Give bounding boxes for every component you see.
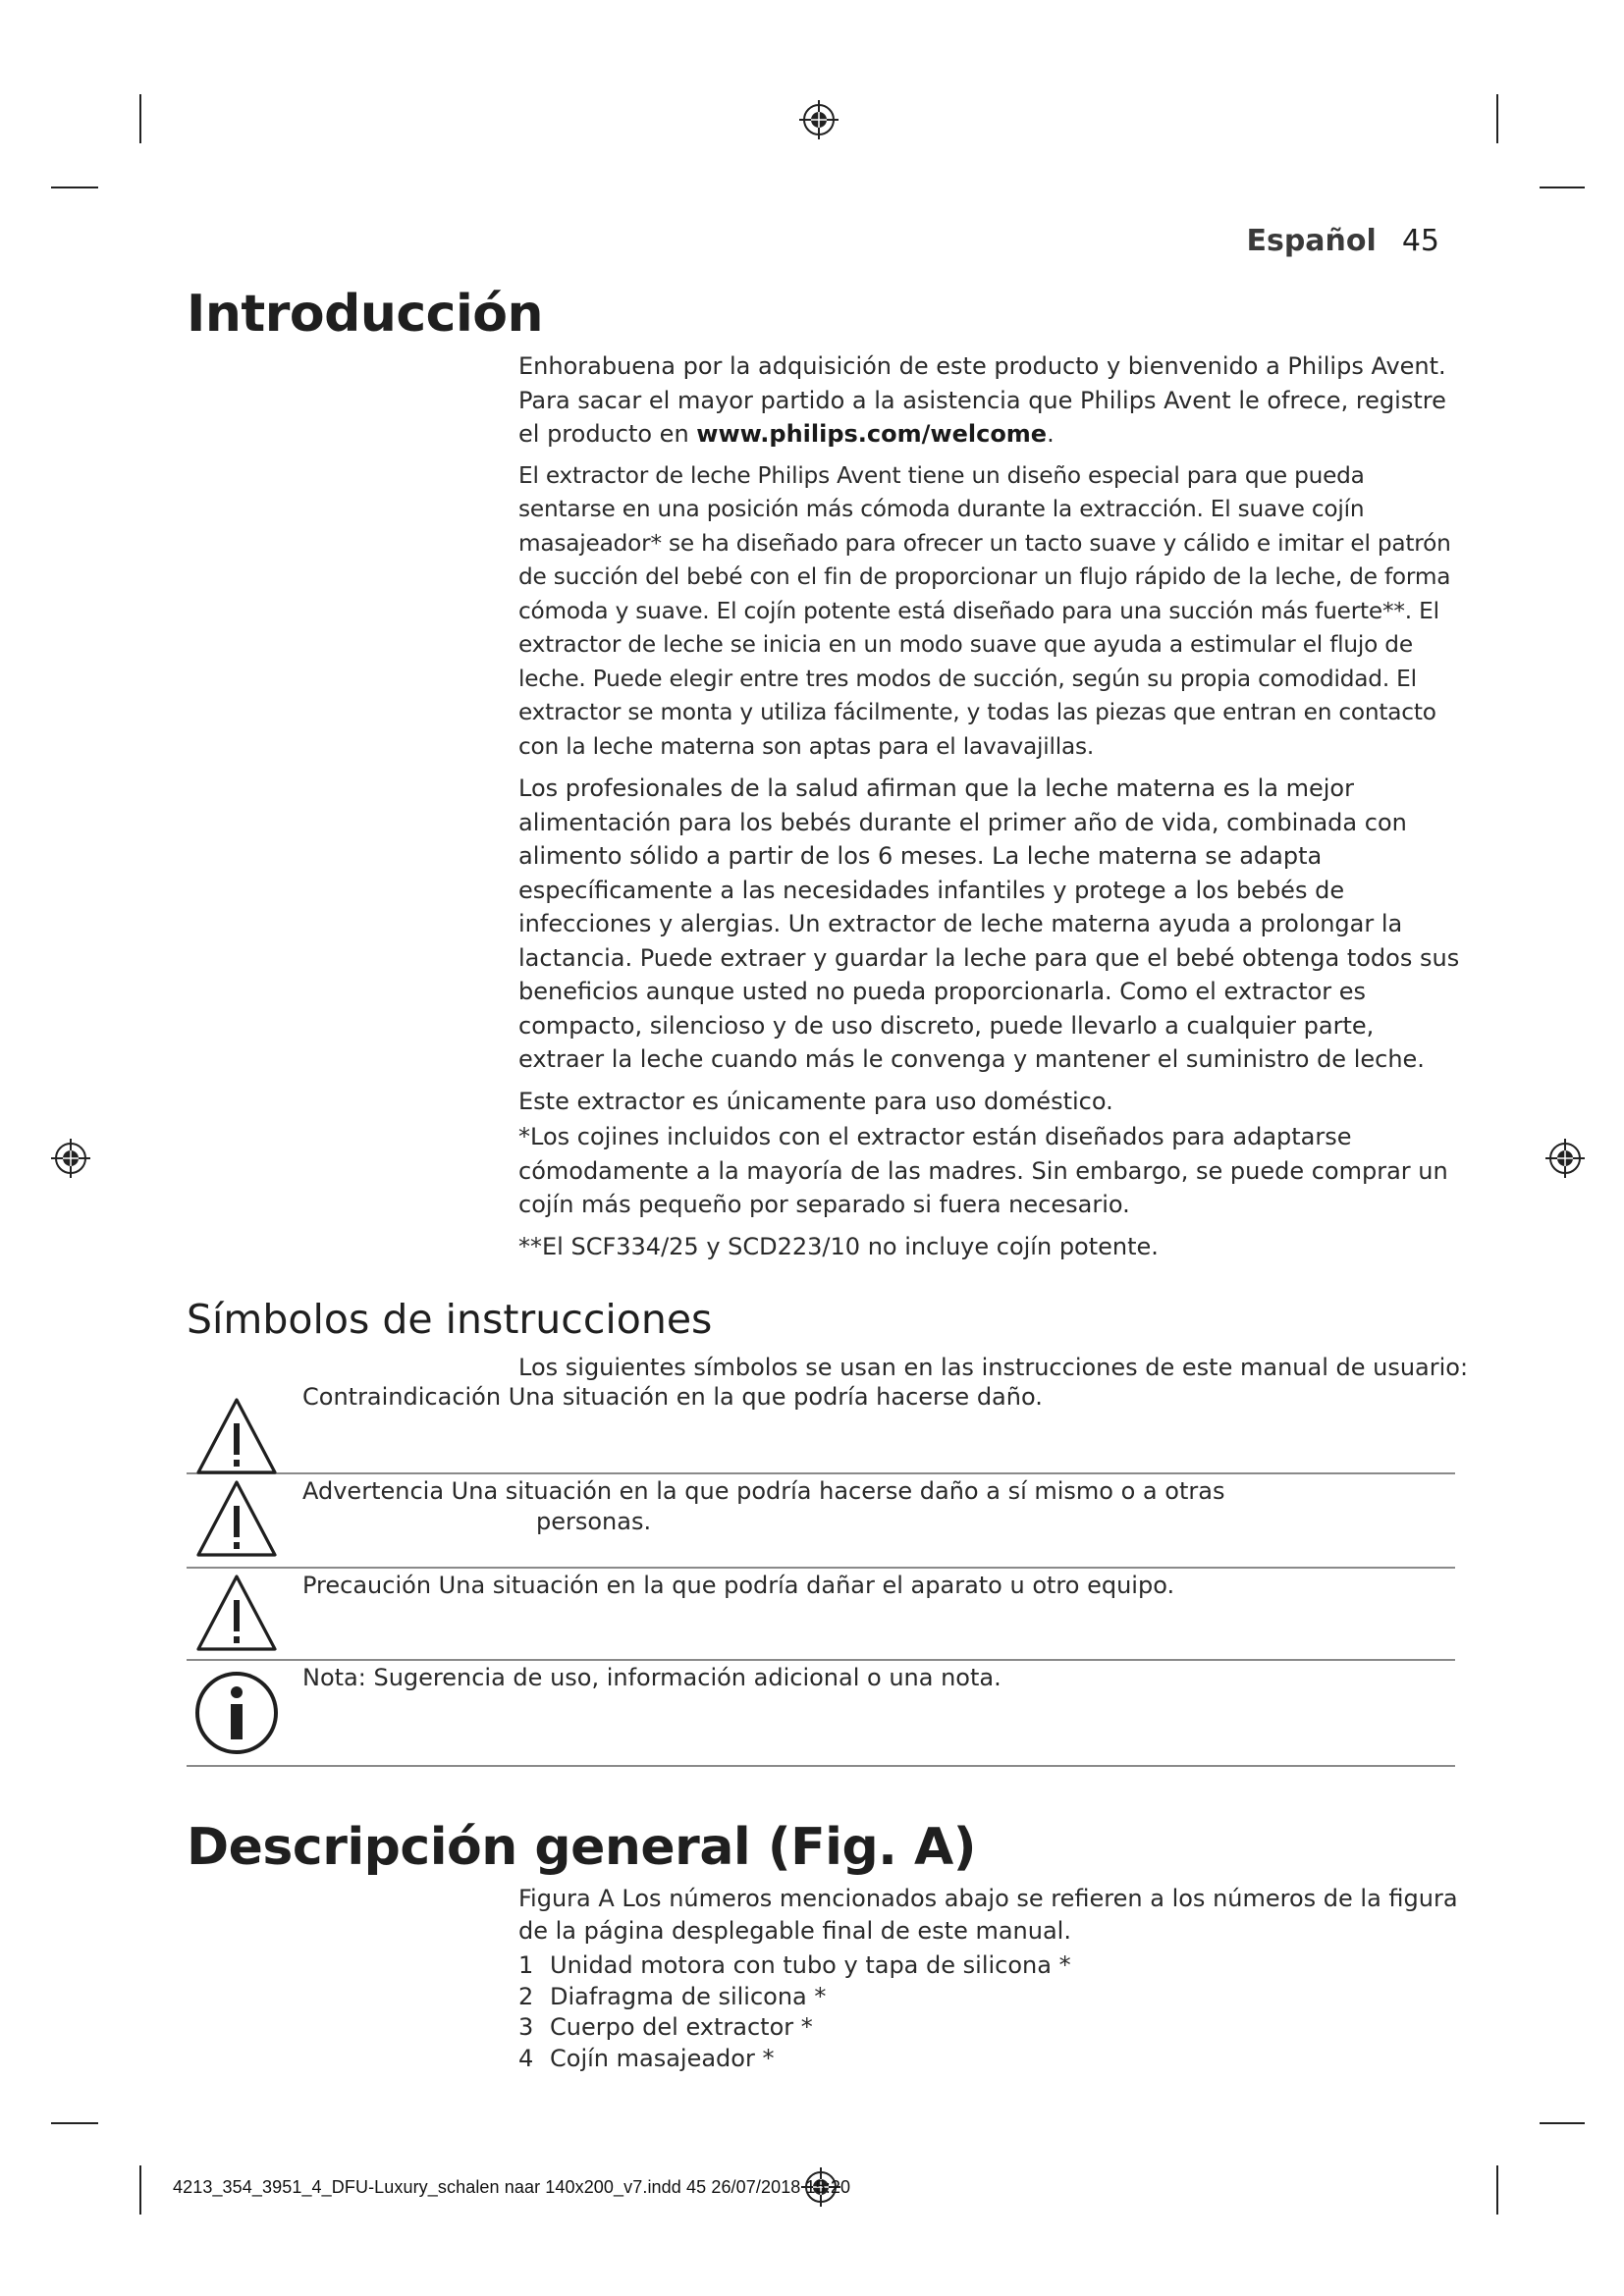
intro-footnote-1: *Los cojines incluidos con el extractor están diseñados para adaptarse cómodamente a la mayoría de las madres. Sin embargo, se puede comprar un cojín más pequeño por separado si fuera necesario.	[518, 1123, 1448, 1218]
warning-triangle-icon	[192, 1476, 281, 1565]
symbol-row-contraindication: Contraindicación Una situación en la que podría hacerse daño.	[187, 1382, 1455, 1474]
intro-paragraph-3: Los profesionales de la salud afirman que la leche materna es la mejor alimentación para los bebés durante el primer año de vida, combinada con alimento sólido a partir de los 6 meses. La leche materna se adapta específicamente a las necesidades infantiles y protege a los bebés de infecciones y alergias. Un extractor de leche materna ayuda a prolongar la lactancia. Puede extraer y guardar la leche para que el bebé obtenga todos sus beneficios aunque usted no pueda proporcionarla. Como el extractor es compacto, silencioso y de uso discreto, puede llevarlo a cualquier parte, extraer la leche cuando más le convenga y mantener el suministro de leche.	[518, 774, 1460, 1073]
crop-mark-top-right-h	[1540, 187, 1585, 188]
crop-mark-top-right	[1496, 94, 1498, 143]
intro-body	[518, 349, 1461, 1271]
info-icon	[192, 1669, 281, 1757]
symbol-row-warning: Advertencia Una situación en la que podría hacerse daño a sí mismo o a otras personas.	[187, 1474, 1455, 1569]
overview-body	[518, 1883, 1461, 2074]
list-item: 2 Diafragma de silicona *	[518, 1983, 827, 2010]
registration-mark-icon	[49, 1137, 92, 1180]
warning-triangle-icon	[192, 1571, 281, 1659]
registration-mark-icon	[797, 98, 840, 141]
crop-mark-top-left-h	[51, 187, 98, 188]
intro-footnote-2: **El SCF334/25 y SCD223/10 no incluye cojín potente.	[518, 1232, 1159, 1260]
symbols-title: Símbolos de instrucciones	[187, 1296, 713, 1343]
warning-triangle-icon	[192, 1394, 281, 1482]
registration-mark-icon	[1543, 1137, 1587, 1180]
page-number: 45	[1401, 224, 1439, 258]
list-item: 3 Cuerpo del extractor *	[518, 2013, 813, 2041]
overview-title: Descripción general (Fig. A)	[187, 1818, 977, 1877]
crop-mark-bottom-left	[139, 2165, 141, 2215]
intro-paragraph-2: El extractor de leche Philips Avent tiene un diseño especial para que pueda sentarse en una posición más cómoda durante la extracción. El suave cojín masajeador* se ha diseñado para ofrecer un tacto suave y cálido e imitar el patrón de succión del bebé con el fin de proporcionar un flujo rápido de la leche, de forma cómoda y suave. El cojín potente está diseñado para una succión más fuerte**. El extractor de leche se inicia en un modo suave que ayuda a estimular el flujo de leche. Puede elegir entre tres modos de succión, según su propia comodidad. El extractor se monta y utiliza fácilmente, y todas las piezas que entran en contacto con la leche materna son aptas para el lavavajillas.	[518, 461, 1451, 760]
running-head	[1246, 224, 1439, 258]
crop-mark-bottom-right-h	[1540, 2122, 1585, 2124]
symbol-row-caution: Precaución Una situación en la que podría dañar el aparato u otro equipo.	[187, 1569, 1455, 1661]
intro-paragraph-4: Este extractor es únicamente para uso doméstico.	[518, 1087, 1113, 1115]
crop-mark-bottom-right	[1496, 2165, 1498, 2215]
language-label: Español	[1246, 224, 1377, 258]
intro-welcome: Enhorabuena por la adquisición de este producto y bienvenido a Philips Avent. Para sacar el mayor partido a la asistencia que Philips Avent le ofrece, registre el producto en www.philips.com/welcome.	[518, 352, 1446, 448]
list-item: 4 Cojín masajeador *	[518, 2045, 775, 2072]
intro-title: Introducción	[187, 285, 544, 344]
list-item: 1 Unidad motora con tubo y tapa de silicona *	[518, 1951, 1071, 1979]
overview-intro: Figura A Los números mencionados abajo se refieren a los números de la figura de la página desplegable final de este manual.	[518, 1885, 1458, 1945]
symbols-intro: Los siguientes símbolos se usan en las instrucciones de este manual de usuario:	[518, 1354, 1469, 1381]
footer-slug: 4213_354_3951_4_DFU-Luxury_schalen naar 140x200_v7.indd 45 26/07/2018 15:20	[173, 2177, 851, 2197]
symbol-row-note: Nota: Sugerencia de uso, información adicional o una nota.	[187, 1661, 1455, 1767]
welcome-link[interactable]: www.philips.com/welcome	[696, 420, 1048, 448]
crop-mark-top-left	[139, 94, 141, 143]
crop-mark-bottom-left-h	[51, 2122, 98, 2124]
